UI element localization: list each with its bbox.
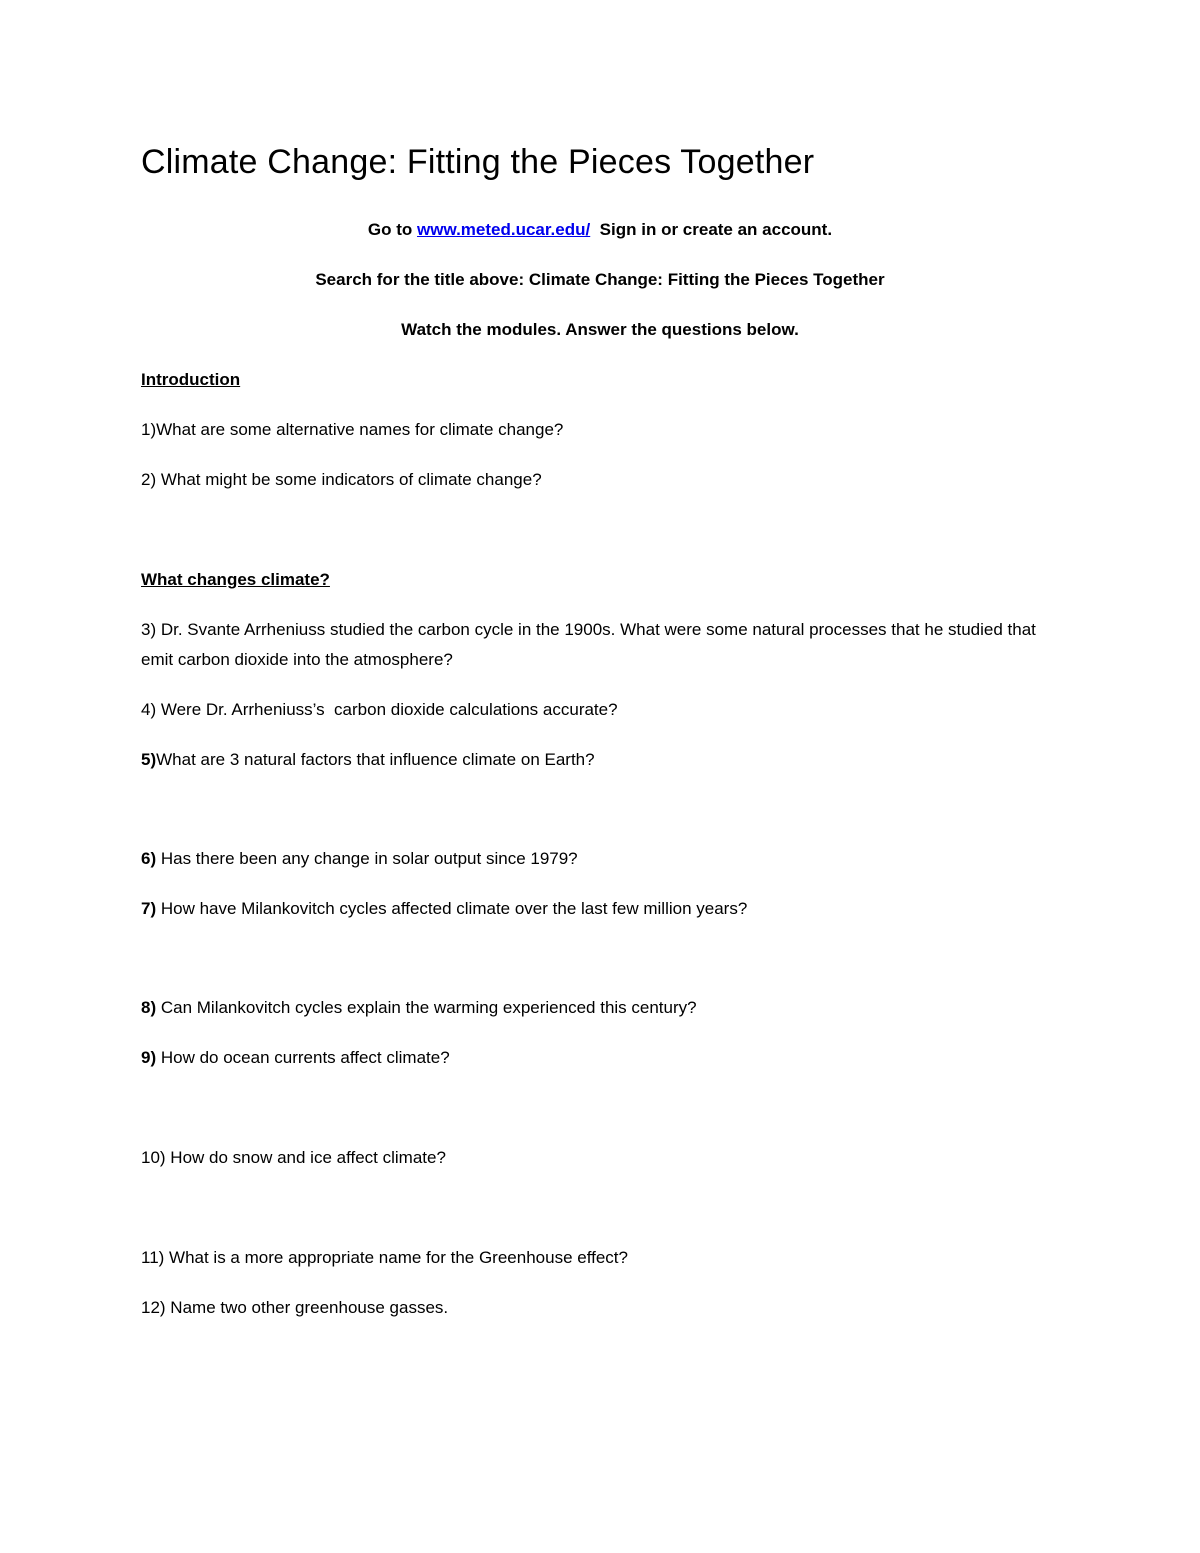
question-text: How do ocean currents affect climate? [156, 1048, 450, 1067]
question-text: Dr. Svante Arrheniuss studied the carbon cycle in the 1900s. What were some natural processes that he studied that emit carbon dioxide into the atmosphere? [141, 620, 1036, 669]
question-text: What are 3 natural factors that influence climate on Earth? [156, 750, 595, 769]
question-number: 7) [141, 899, 157, 918]
goto-instruction [0, 220, 1200, 240]
question-number: 9) [141, 1048, 157, 1067]
goto-suffix: Sign in or create an account. [590, 220, 833, 239]
question-7 [141, 899, 747, 919]
question-11 [141, 1248, 628, 1268]
question-number: 5) [141, 750, 157, 769]
question-4 [141, 700, 618, 720]
question-number: 12) [141, 1298, 166, 1317]
question-8 [141, 998, 697, 1018]
question-text: Can Milankovitch cycles explain the warming experienced this century? [156, 998, 697, 1017]
section-heading-introduction: Introduction [141, 370, 241, 389]
document-title: Climate Change: Fitting the Pieces Together [141, 143, 815, 181]
search-instruction: Search for the title above: Climate Change: Fitting the Pieces Together [315, 270, 885, 289]
question-10 [141, 1148, 446, 1168]
question-9 [141, 1048, 450, 1068]
question-12 [141, 1298, 448, 1318]
question-1 [141, 420, 563, 440]
question-number: 11) [141, 1248, 165, 1267]
question-text: How have Milankovitch cycles affected climate over the last few million years? [156, 899, 748, 918]
question-text: What is a more appropriate name for the Greenhouse effect? [164, 1248, 628, 1267]
question-2 [141, 470, 542, 490]
watch-instruction: Watch the modules. Answer the questions below. [401, 320, 799, 339]
goto-prefix: Go to [367, 220, 418, 239]
question-number: 3) [141, 620, 157, 639]
question-text: Name two other greenhouse gasses. [165, 1298, 449, 1317]
question-5 [141, 750, 595, 770]
meted-link[interactable]: www.meted.ucar.edu/ [417, 220, 591, 239]
question-number: 2) [141, 470, 157, 489]
question-number: 10) [141, 1148, 166, 1167]
question-number: 8) [141, 998, 157, 1017]
question-text: Has there been any change in solar output since 1979? [156, 849, 578, 868]
question-text: What might be some indicators of climate change? [156, 470, 542, 489]
question-3 [141, 615, 1061, 675]
question-number: 6) [141, 849, 157, 868]
question-text: Were Dr. Arrheniuss’s carbon dioxide calculations accurate? [156, 700, 618, 719]
section-heading-what-changes-climate: What changes climate? [141, 570, 330, 589]
question-text: How do snow and ice affect climate? [165, 1148, 446, 1167]
question-text: What are some alternative names for climate change? [156, 420, 564, 439]
question-number: 1) [141, 420, 157, 439]
question-6 [141, 849, 578, 869]
question-number: 4) [141, 700, 157, 719]
